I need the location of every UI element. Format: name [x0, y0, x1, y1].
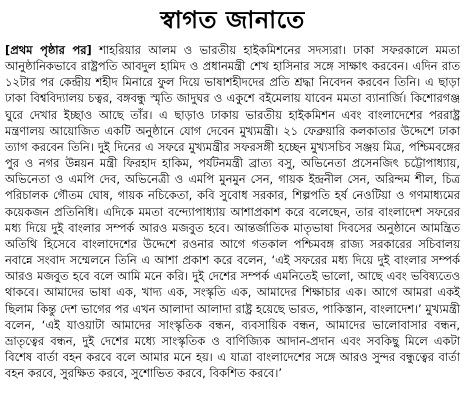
continued-from-front-page-label: [প্রথম পৃষ্ঠার পর]	[5, 43, 92, 57]
article-body	[5, 42, 460, 381]
article-headline: স্বাগত জানাতে	[160, 6, 305, 34]
article-body-text: শাহরিয়ার আলম ও ভারতীয় হাইকমিশনের সদস্যরা। ঢাকা সফরকালে মমতা আনুষ্ঠানিকভাবে রাষ্ট্রপতি আবদুল হামিদ ও প্রধানমন্ত্রী শেখ হাসিনার সঙ্গে সাক্ষাৎ করবেন। এদিন রাত ১২টার পর কেন্দ্রীয় শহীদ মিনারে ফুল দিয়ে ভাষাশহীদদের প্রতি শ্রদ্ধা নিবেদন করবেন তিনি। এ ছাড়া ঢাকা বিশ্ববিদ্যালয় চত্বর, বঙ্গবন্ধু স্মৃতি জাদুঘর ও একুশে বইমেলায় যাবেন মমতা ব্যানার্জি। কিশোরগঞ্জ ঘুরে দেখার ইচ্ছাও আছে তাঁর। এ ছাড়াও ঢাকায় ভারতীয় হাইকমিশন এবং বাংলাদেশের পররাষ্ট্র মন্ত্রণালয় আয়োজিত একটি অনুষ্ঠানে যোগ দেবেন মুখ্যমন্ত্রী। ২১ ফেব্রুয়ারি কলকাতার উদ্দেশে ঢাকা ত্যাগ করবেন তিনি। দুই দিনের এ সফরে মুখ্যমন্ত্রীর সফরসঙ্গী হচ্ছেন মুখ্যসচিব সঞ্জয় মিত্র, পশ্চিমবঙ্গের পুর ও নগর উন্নয়ন মন্ত্রী ফিরহাদ হাকিম, পর্যটনমন্ত্রী ব্রাত্য বসু, অভিনেতা প্রসেনজিৎ চট্টোপাধ্যায়, অভিনেতা ও এমপি দেব, অভিনেত্রী ও এমপি মুনমুন সেন, গায়ক ইন্দ্রনীল সেন, অরিন্দম শীল, চিত্র পরিচালক গৌতম ঘোষ, গায়ক নচিকেতা, কবি সুবোধ সরকার, শিল্পপতি হর্ষ নেওটিয়া ও গণমাধ্যমের কয়েকজন প্রতিনিধি। এদিকে মমতা বন্দ্যোপাধ্যায় আশাপ্রকাশ করে বলেছেন, তার বাংলাদেশ সফরের মধ্য দিয়ে দুই বাংলার সম্পর্ক আরও মজবুত হবে। আন্তর্জাতিক মাতৃভাষা দিবসের অনুষ্ঠানে আমন্ত্রিত অতিথি হিসেবে বাংলাদেশের উদ্দেশে রওনার আগে গতকাল পশ্চিমবঙ্গ রাজ্য সরকারের সচিবালয় নবান্নে সংবাদ সম্মেলনে তিনি এ আশা প্রকাশ করে বলেন, ‘এই সফরের মধ্য দিয়ে দুই বাংলার সম্পর্ক আরও মজবুত হবে বলে আমি মনে করি। দুই দেশের সম্পর্ক এমনিতেই ভালো, আছে এবং ভবিষ্যতেও থাকবে। আমাদের ভাষা এক, খাদ্য এক, সংস্কৃতি এক, আমাদের শিক্ষাচার এক। আগে আমরা একই ছিলাম কিন্তু দেশ ভাগের পর এখন আলাদা আলাদা রাষ্ট্র হয়েছে ভারত, পাকিস্তান, বাংলাদেশ।’ মুখ্যমন্ত্রী বলেন, ‘এই যাওয়াটা আমাদের সাংস্কৃতিক বন্ধন, ব্যবসায়িক বন্ধন, আমাদের ভালোবাসার বন্ধন, ভ্রাতৃত্বের বন্ধন, দুই দেশের মধ্যে সাংস্কৃতিক ও বাণিজ্যিক আদান-প্রদান এবং সবকিছু মিলে একটা বিশেষ বার্তা বহন করবে বলে আমার মনে হয়। এ যাত্রা বাংলাদেশের সঙ্গে আরও সুন্দর বন্ধুত্বের বার্তা বহন করবে, সুরক্ষিত করবে, সুশোভিত করবে, বিকশিত করবে।’	[5, 43, 460, 381]
